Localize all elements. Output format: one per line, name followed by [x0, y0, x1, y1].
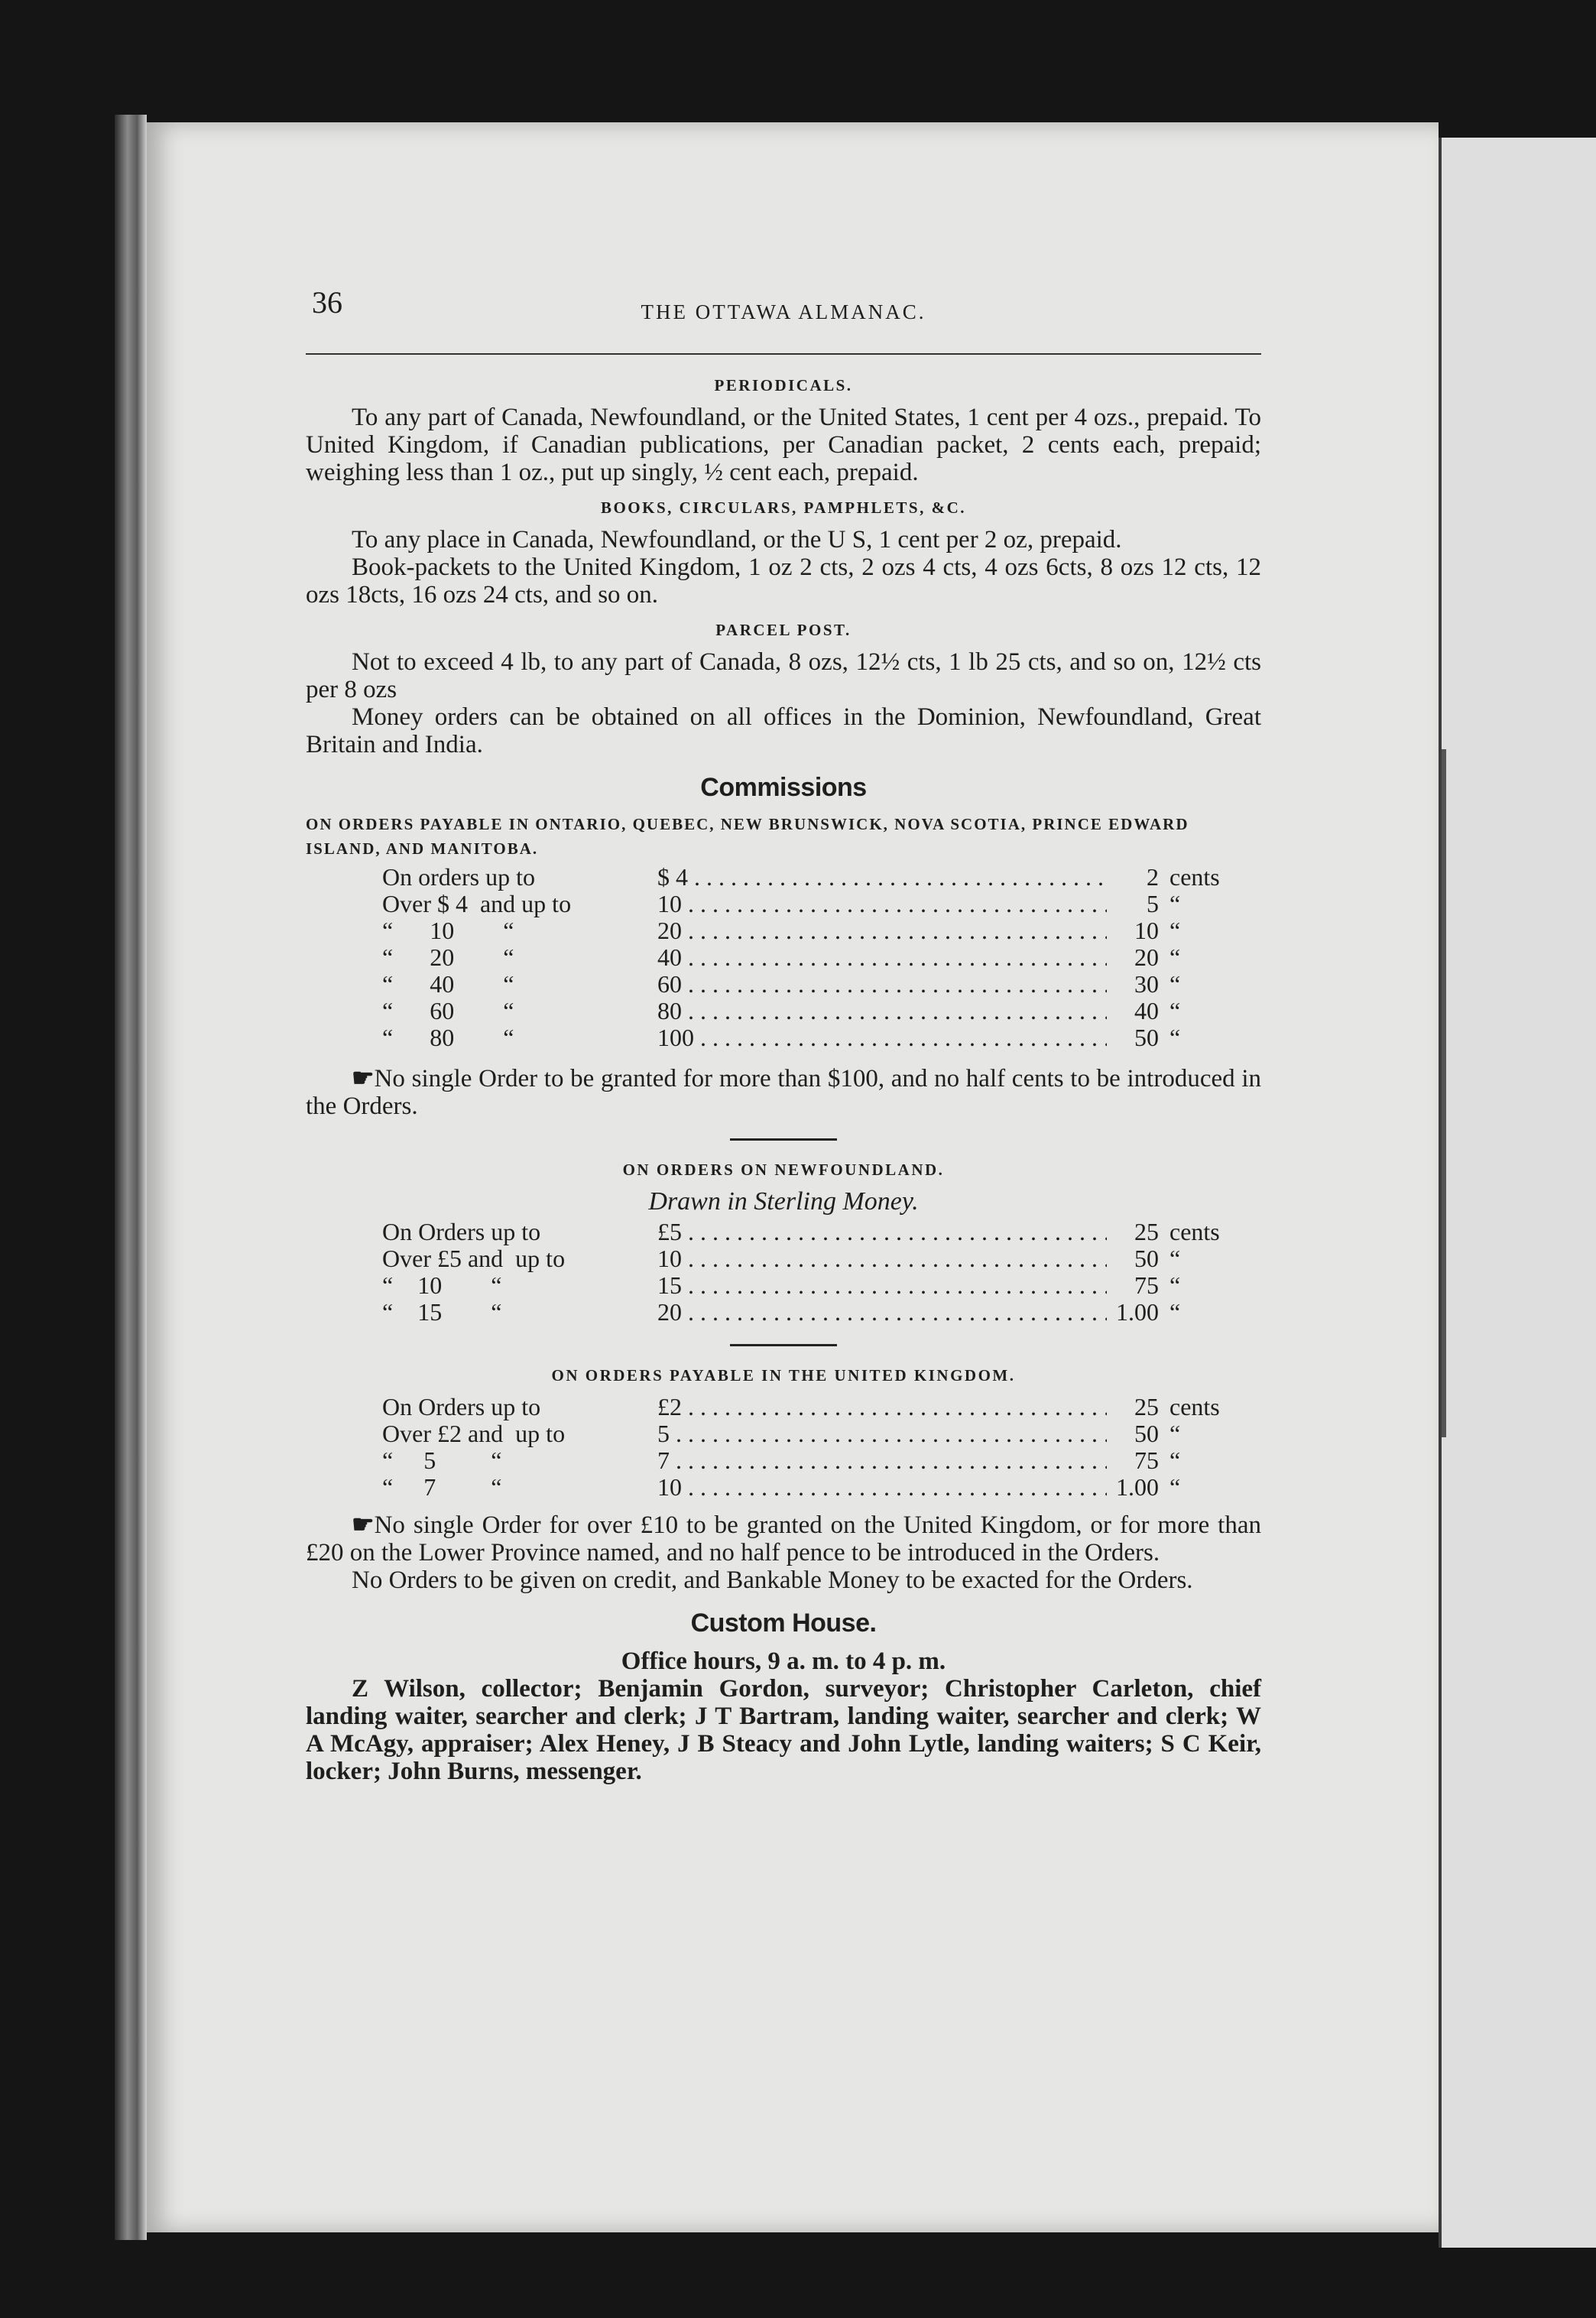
rate-cell-c: 2 [1147, 863, 1159, 891]
rate-row [382, 1394, 1261, 1420]
book-binding [115, 115, 147, 2240]
periodicals-heading: PERIODICALS. [714, 376, 853, 394]
rate-cell-b: 20 . . . [657, 1299, 1107, 1326]
facing-page-edge [1439, 138, 1596, 2248]
rate-cell-a: “ 40 “ [382, 970, 514, 998]
books-text-1: To any place in Canada, Newfoundland, or the U S, 1 cent per 2 oz, prepaid. [352, 526, 1122, 554]
commissions-subheading: ON ORDERS PAYABLE IN ONTARIO, QUEBEC, NEW BRUNSWICK, NOVA SCOTIA, PRINCE EDWARD ISLAND, AND MANITOBA. [306, 815, 1189, 858]
parcel-text-2: Money orders can be obtained on all offices in the Dominion, Newfoundland, Great Britain and India. [306, 703, 1261, 758]
rate-cell-a: “ 7 “ [382, 1473, 502, 1501]
rate-cell-c: 25 [1134, 1218, 1159, 1245]
rate-cell-b: $ 4 . . . [657, 864, 1107, 891]
rate-cell-b: 15 . . . [657, 1272, 1107, 1299]
rate-cell-b: 5 . . . [657, 1420, 1107, 1447]
rate-cell-c: 50 [1134, 1420, 1159, 1447]
rate-row [382, 1474, 1261, 1501]
rate-cell-d: “ [1169, 943, 1181, 971]
header-rule [306, 353, 1261, 355]
rate-cell-d: “ [1169, 1473, 1181, 1501]
rate-cell-a: “ 20 “ [382, 943, 514, 971]
rate-row [382, 864, 1261, 891]
parcel-heading: PARCEL POST. [715, 621, 852, 639]
rate-cell-a: On Orders up to [382, 1218, 541, 1245]
rate-cell-c: 30 [1134, 970, 1159, 998]
rate-cell-d: “ [1169, 1024, 1181, 1051]
rate-cell-d: “ [1169, 1420, 1181, 1447]
rate-cell-d: “ [1169, 1245, 1181, 1272]
rate-cell-b: 10 . . . [657, 1474, 1107, 1501]
rate-row [382, 944, 1261, 971]
rate-cell-b: £2 . . . [657, 1394, 1107, 1420]
uk-table [306, 1394, 1261, 1501]
rate-cell-d: cents [1169, 1393, 1220, 1420]
rate-cell-b: 40 . . . [657, 944, 1107, 971]
rate-cell-b: £5 . . . [657, 1219, 1107, 1245]
rate-row [382, 1245, 1261, 1272]
rate-row [382, 1219, 1261, 1245]
custom-house-heading: Custom House. [690, 1609, 877, 1638]
section-rule [730, 1344, 837, 1346]
rate-row [382, 1024, 1261, 1051]
rate-cell-b: 60 . . . [657, 971, 1107, 998]
rate-cell-a: On Orders up to [382, 1393, 541, 1420]
rate-cell-a: Over $ 4 and up to [382, 890, 572, 917]
pointing-hand-icon: ☛ [352, 1065, 375, 1092]
rate-row [382, 971, 1261, 998]
rate-cell-a: “ 80 “ [382, 1024, 514, 1051]
custom-house-staff: Z Wilson, collector; Benjamin Gordon, surveyor; Christopher Carleton, chief landing waiter, searcher and clerk; J T Bartram, landing waiter, searcher and clerk; W A McAgy, appraiser; Alex Heney, J B Steacy and John Lytle, landing waiters; S C Keir, locker; John Burns, messenger. [306, 1675, 1261, 1785]
rate-cell-b: 10 . . . [657, 891, 1107, 917]
rate-cell-b: 7 . . . [657, 1447, 1107, 1474]
rate-row [382, 891, 1261, 917]
rate-cell-b: 10 . . . [657, 1245, 1107, 1272]
rate-row [382, 1272, 1261, 1299]
rate-row [382, 998, 1261, 1024]
page-number: 36 [312, 285, 342, 320]
rate-cell-c: 20 [1134, 943, 1159, 971]
rate-cell-a: “ 5 “ [382, 1446, 502, 1474]
rate-cell-c: 1.00 [1116, 1473, 1159, 1501]
page-content [306, 275, 1261, 1785]
rate-cell-a: Over £5 and up to [382, 1245, 566, 1272]
rate-cell-b: 80 . . . [657, 998, 1107, 1024]
periodicals-text: To any part of Canada, Newfoundland, or the United States, 1 cent per 4 ozs., prepaid. To United Kingdom, if Canadian publications, per Canadian packet, 2 cents each, prepaid; weighing less than 1 oz., put up singly, ½ cent each, prepaid. [306, 404, 1261, 486]
rate-cell-d: “ [1169, 1298, 1181, 1326]
rate-cell-a: “ 10 “ [382, 917, 514, 944]
rate-cell-d: “ [1169, 970, 1181, 998]
rate-cell-c: 5 [1147, 890, 1159, 917]
rate-row [382, 1420, 1261, 1447]
running-title: THE OTTAWA ALMANAC. [641, 300, 926, 323]
parcel-text-1: Not to exceed 4 lb, to any part of Canada, 8 ozs, 12½ cts, 1 lb 25 cts, and so on, 12½ cts per 8 ozs [306, 648, 1261, 703]
uk-note-2: No Orders to be given on credit, and Bankable Money to be exacted for the Orders. [352, 1566, 1193, 1594]
newfoundland-italic: Drawn in Sterling Money. [648, 1187, 919, 1216]
rate-cell-d: “ [1169, 997, 1181, 1024]
custom-house-section [306, 1648, 1261, 1785]
rate-cell-d: “ [1169, 917, 1181, 944]
rate-cell-a: On orders up to [382, 863, 535, 891]
commissions-heading: Commissions [700, 773, 867, 802]
rate-cell-c: 40 [1134, 997, 1159, 1024]
rate-cell-c: 75 [1134, 1446, 1159, 1474]
rate-cell-d: cents [1169, 1218, 1220, 1245]
rate-cell-a: “ 15 “ [382, 1298, 502, 1326]
rate-cell-a: Over £2 and up to [382, 1420, 566, 1447]
rate-cell-b: 20 . . . [657, 917, 1107, 944]
pointing-hand-icon: ☛ [352, 1511, 375, 1539]
rate-cell-d: “ [1169, 1271, 1181, 1299]
rate-cell-b: 100 . . . [657, 1024, 1107, 1051]
newfoundland-table [306, 1219, 1261, 1326]
section-rule [730, 1138, 837, 1141]
rate-cell-c: 25 [1134, 1393, 1159, 1420]
rate-row [382, 1447, 1261, 1474]
books-heading: BOOKS, CIRCULARS, PAMPHLETS, &C. [600, 498, 967, 517]
rate-cell-d: “ [1169, 1446, 1181, 1474]
rate-cell-a: “ 10 “ [382, 1271, 502, 1299]
rate-cell-c: 50 [1134, 1024, 1159, 1051]
rate-cell-a: “ 60 “ [382, 997, 514, 1024]
rate-row [382, 917, 1261, 944]
rate-cell-c: 50 [1134, 1245, 1159, 1272]
commissions-table [306, 864, 1261, 1051]
rate-cell-d: cents [1169, 863, 1220, 891]
rate-cell-c: 75 [1134, 1271, 1159, 1299]
rate-cell-c: 1.00 [1116, 1298, 1159, 1326]
rate-row [382, 1299, 1261, 1326]
rate-cell-c: 10 [1134, 917, 1159, 944]
office-hours: Office hours, 9 a. m. to 4 p. m. [621, 1648, 946, 1675]
books-text-2: Book-packets to the United Kingdom, 1 oz 2 cts, 2 ozs 4 cts, 4 ozs 6cts, 8 ozs 12 cts, 12 ozs 18cts, 16 ozs 24 cts, and so on. [306, 554, 1261, 609]
uk-note-1: ☛No single Order for over £10 to be granted on the United Kingdom, or for more than £20 on the Lower Province named, and no half pence to be introduced in the Orders. [306, 1511, 1261, 1566]
running-header [306, 275, 1261, 321]
rate-cell-d: “ [1169, 890, 1181, 917]
commissions-note: ☛No single Order to be granted for more than $100, and no half cents to be introduced in the Orders. [306, 1065, 1261, 1120]
newfoundland-subheading: ON ORDERS ON NEWFOUNDLAND. [622, 1161, 945, 1179]
uk-subheading: ON ORDERS PAYABLE IN THE UNITED KINGDOM. [551, 1366, 1016, 1385]
